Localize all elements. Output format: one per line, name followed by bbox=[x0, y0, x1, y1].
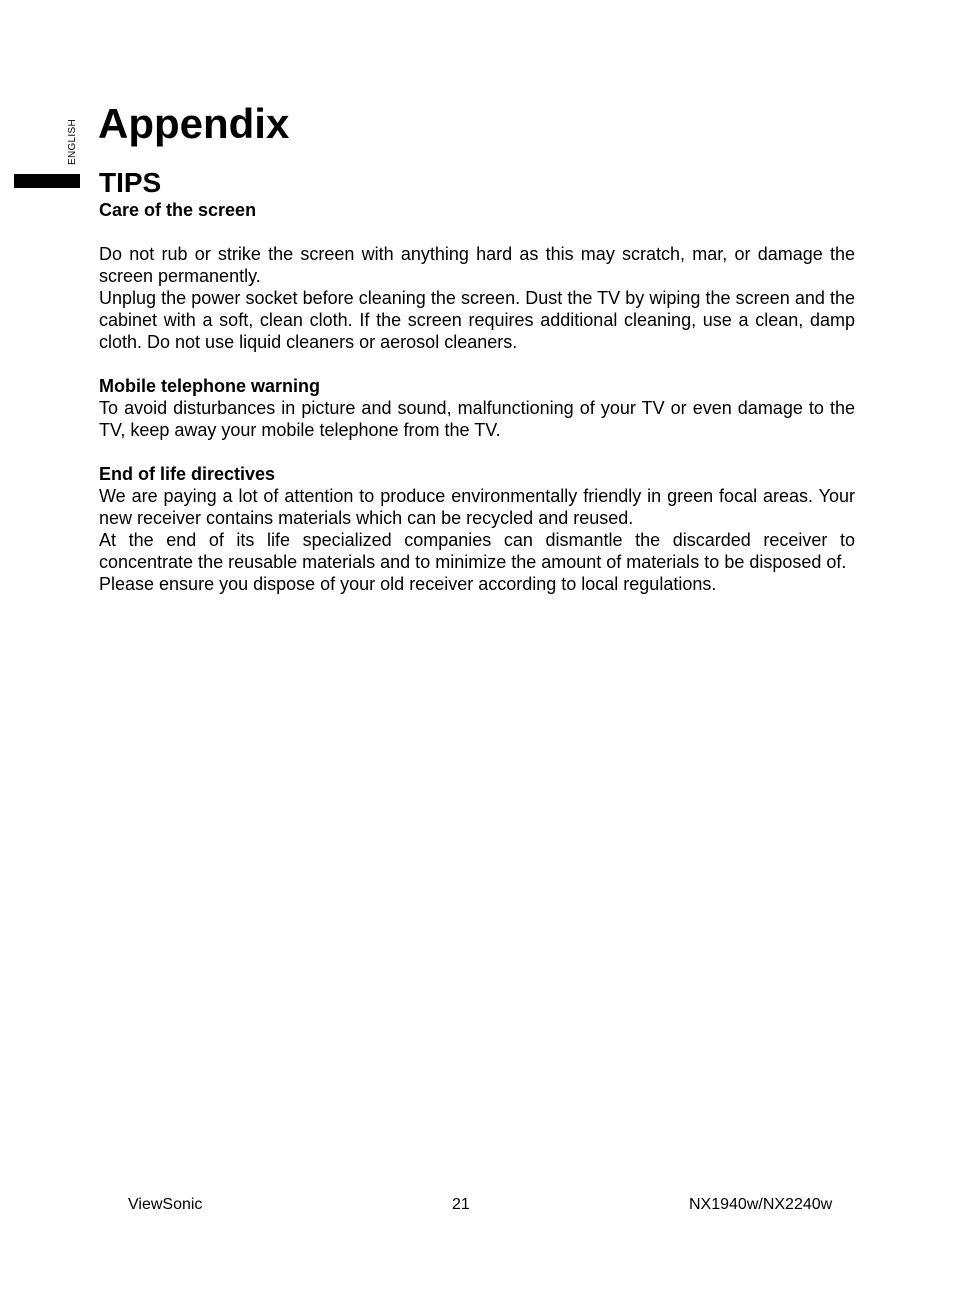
eol-paragraph-3: Please ensure you dispose of your old receiver according to local regulations. bbox=[99, 574, 717, 594]
eol-paragraph-1: We are paying a lot of attention to produce environmentally friendly in green focal areas. Your new receiver contains materials which can be recycled and reused. bbox=[99, 486, 855, 528]
main-content bbox=[99, 199, 855, 595]
page-title: Appendix bbox=[98, 100, 290, 147]
spacer bbox=[99, 353, 855, 375]
spacer bbox=[99, 441, 855, 463]
spacer bbox=[99, 221, 855, 243]
language-label bbox=[60, 112, 86, 172]
mobile-heading: Mobile telephone warning bbox=[99, 376, 321, 396]
eol-heading: End of life directives bbox=[99, 464, 276, 484]
footer-model: NX1940w/NX2240w bbox=[689, 1196, 833, 1213]
footer-brand: ViewSonic bbox=[128, 1196, 203, 1213]
care-paragraph-2: Unplug the power socket before cleaning the screen. Dust the TV by wiping the screen and the cabinet with a soft, clean cloth. If the screen requires additional cleaning, use a clean, damp cloth. Do not use liquid cleaners or aerosol cleaners. bbox=[99, 288, 855, 352]
language-label-text: ENGLISH bbox=[67, 118, 79, 166]
mobile-paragraph-1: To avoid disturbances in picture and sound, malfunctioning of your TV or even damage to the TV, keep away your mobile telephone from the TV. bbox=[99, 398, 855, 440]
eol-paragraph-2: At the end of its life specialized companies can dismantle the discarded receiver to concentrate the reusable materials and to minimize the amount of materials to be disposed of. bbox=[99, 530, 855, 572]
footer-page-number: 21 bbox=[452, 1196, 470, 1213]
care-paragraph-1: Do not rub or strike the screen with anything hard as this may scratch, mar, or damage the screen permanently. bbox=[99, 244, 855, 286]
language-tab-bar bbox=[14, 174, 80, 188]
section-title: TIPS bbox=[99, 167, 162, 198]
care-heading: Care of the screen bbox=[99, 200, 257, 220]
